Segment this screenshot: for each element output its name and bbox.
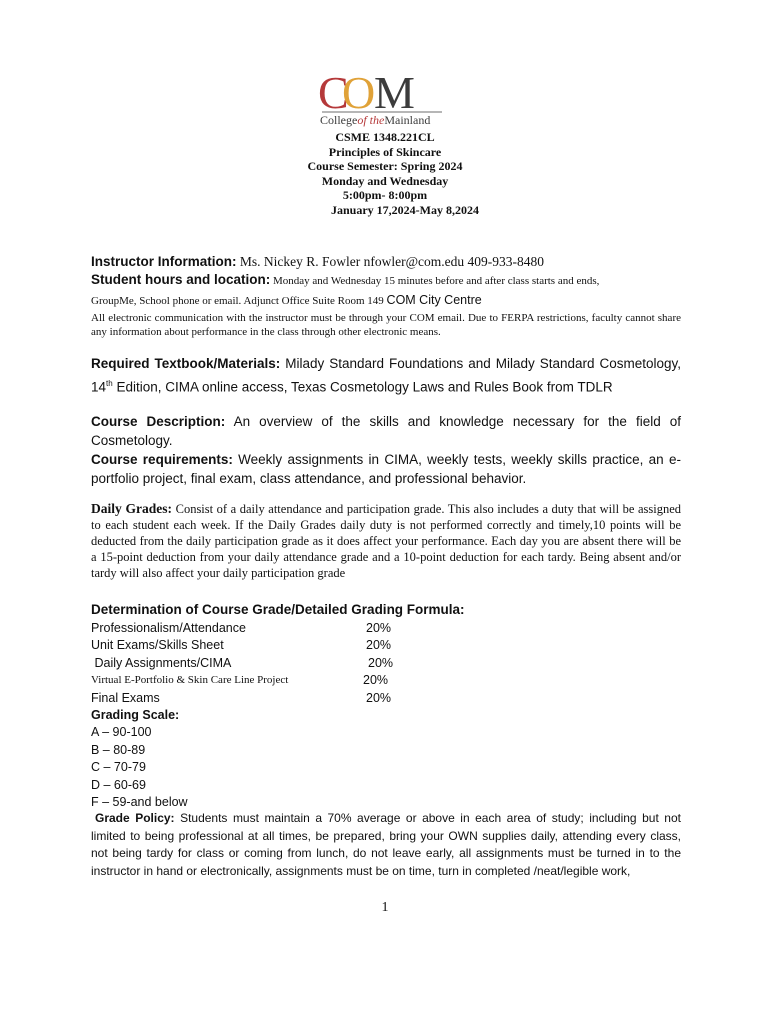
office-location: COM City Centre [386, 293, 482, 307]
course-description-value: An overview of the skills and knowledge necessary for the field of Cosmetology. [91, 414, 681, 448]
logo-letter-o: O [342, 68, 376, 118]
grading-scale-label: Grading Scale: [91, 707, 180, 722]
course-requirements-value: Weekly assignments in CIMA, weekly tests, weekly skills practice, an e-portfolio project, final exam, class attendance, and professional behavior. [91, 452, 681, 486]
page-number: 1 [381, 900, 389, 915]
logo-college-name: Collegeof theMainland [320, 113, 431, 127]
course-days: Monday and Wednesday [321, 173, 449, 188]
grading-item-name: Daily Assignments/CIMA [91, 655, 232, 670]
grading-item-value: 20% [366, 638, 392, 653]
grading-item-name: Unit Exams/Skills Sheet [91, 638, 224, 653]
student-hours-label: Student hours and location: [91, 272, 271, 287]
grading-item-value: 20% [363, 673, 389, 688]
grading-scale-item: F – 59-and below [91, 795, 188, 809]
grading-scale-item: A – 90-100 [91, 725, 152, 739]
grading-item [91, 689, 681, 707]
grading-item [91, 672, 681, 690]
course-time: 5:00pm- 8:00pm [342, 188, 428, 202]
course-title: Principles of Skincare [328, 144, 442, 159]
course-header [0, 130, 770, 217]
grading-scale-item: B – 80-89 [91, 742, 146, 757]
student-hours-value: Monday and Wednesday 15 minutes before and after class starts and ends, [273, 275, 600, 287]
grading-section [91, 600, 681, 812]
instructor-section [91, 253, 681, 339]
course-semester: Course Semester: Spring 2024 [307, 159, 463, 173]
course-requirements-label: Course requirements: [91, 452, 233, 467]
grading-item-value: 20% [366, 690, 392, 705]
grading-scale-item: C – 70-79 [91, 760, 146, 774]
grade-policy-section [91, 810, 681, 880]
logo-letter-m: M [374, 68, 415, 118]
daily-grades-label: Daily Grades: [91, 501, 173, 516]
college-logo [318, 68, 448, 128]
electronic-communication-note: All electronic communication with the instructor must be through your COM email. Due to FERPA restrictions, faculty cannot share any information about performance in the class through other electronic means. [91, 312, 681, 338]
grading-item-value: 20% [366, 620, 392, 635]
textbook-section [91, 354, 681, 398]
student-hours-line2: GroupMe, School phone or email. Adjunct Office Suite Room 149 [91, 295, 384, 307]
grading-item [91, 637, 681, 655]
grading-item [91, 619, 681, 637]
daily-grades-value: Consist of a daily attendance and participation grade. This also includes a duty that will be assigned to each student each week. If the Daily Grades daily duty is not performed correctly and timely,10 points will be deducted from the daily participation grade as it does affect your performance. Each day you are absent there will be a 15-point deduction from your daily attendance grade and a 10-point deduction for each tardy. Being absent and/or tardy will also affect your daily participation grade [91, 502, 682, 580]
grading-item [91, 654, 681, 672]
textbook-value-b: Edition, CIMA online access, Texas Cosmetology Laws and Rules Book from TDLR [112, 379, 613, 395]
course-description-label: Course Description: [91, 414, 226, 429]
instructor-label: Instructor Information: [91, 254, 237, 269]
course-description-section [91, 412, 681, 488]
grading-title: Determination of Course Grade/Detailed Grading Formula: [91, 602, 465, 617]
course-dates: January 17,2024-May 8,2024 [331, 202, 479, 217]
grading-item-name: Professionalism/Attendance [91, 620, 246, 635]
textbook-value-a: Milady Standard Foundations and Milady Standard Cosmetology, 14 [91, 356, 681, 395]
logo-letter-c: C [318, 68, 349, 118]
grade-policy-value: Students must maintain a 70% average or above in each area of study; including but not limited to being professional at all times, be prepared, bring your OWN supplies daily, attending every class, not being tardy for class or coming from lunch, do not leave early, all assignments must be turned in to the instructor in hand or electronically, assignments must be on time, turn in completed /neat/legible work, [91, 811, 681, 878]
daily-grades-section [91, 501, 681, 581]
grade-policy-label: Grade Policy: [95, 811, 175, 825]
textbook-label: Required Textbook/Materials: [91, 356, 281, 371]
course-code: CSME 1348.221CL [335, 130, 435, 144]
grading-item-name: Virtual E-Portfolio & Skin Care Line Project [91, 674, 289, 687]
instructor-value: Ms. Nickey R. Fowler nfowler@com.edu 409-933-8480 [239, 254, 545, 269]
grading-item-name: Final Exams [91, 690, 160, 705]
grading-item-value: 20% [368, 655, 394, 670]
grading-scale-item: D – 60-69 [91, 777, 146, 792]
textbook-sup: th [106, 379, 113, 388]
